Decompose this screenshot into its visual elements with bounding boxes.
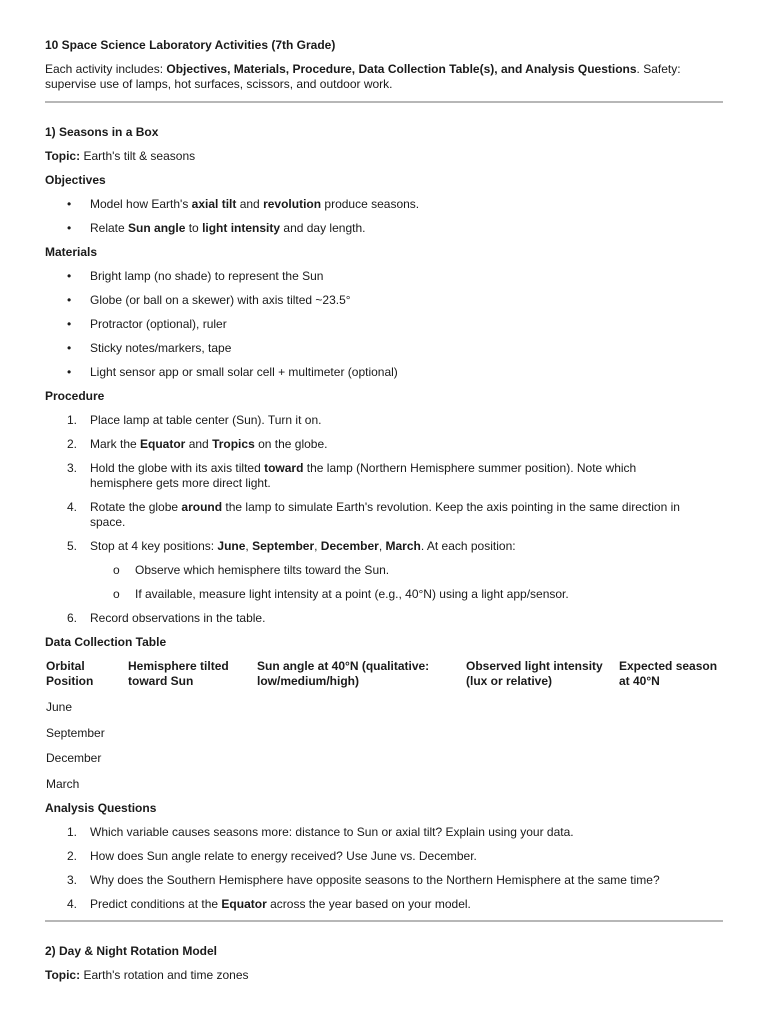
table-row: December	[46, 751, 102, 765]
table-header	[128, 659, 229, 689]
sub-bullet: o	[113, 563, 120, 577]
text: ,	[245, 539, 253, 553]
procedure-step-cont: hemisphere gets more direct light.	[90, 476, 271, 490]
text: Stop at 4 key positions:	[90, 539, 218, 553]
materials-heading: Materials	[45, 245, 98, 259]
procedure-step	[90, 437, 725, 452]
bullet: •	[67, 269, 72, 283]
bold-text: Sun angle	[128, 221, 186, 235]
text: and	[185, 437, 213, 451]
analysis-heading: Analysis Questions	[45, 801, 157, 815]
bold-text: Equator	[140, 437, 186, 451]
intro-prefix: Each activity includes:	[45, 62, 167, 76]
text: on the globe.	[254, 437, 328, 451]
analysis-question: Which variable causes seasons more: distance to Sun or axial tilt? Explain using your data.	[90, 825, 574, 839]
procedure-step	[90, 461, 725, 476]
bold-text: June	[217, 539, 246, 553]
procedure-substep: If available, measure light intensity at a point (e.g., 40°N) using a light app/sensor.	[135, 587, 569, 601]
objectives-heading: Objectives	[45, 173, 106, 187]
topic-label: Topic:	[45, 149, 81, 163]
material-item: Protractor (optional), ruler	[90, 317, 227, 331]
text: and day length.	[280, 221, 366, 235]
table-header	[46, 659, 93, 689]
text: and	[236, 197, 264, 211]
material-item: Globe (or ball on a skewer) with axis tilted ~23.5°	[90, 293, 351, 307]
table-heading: Data Collection Table	[45, 635, 167, 649]
bold-text: March	[385, 539, 421, 553]
procedure-step: Record observations in the table.	[90, 611, 266, 625]
procedure-heading: Procedure	[45, 389, 105, 403]
step-number: 3.	[67, 461, 78, 475]
bold-text: toward	[264, 461, 304, 475]
table-row: September	[46, 726, 105, 740]
bullet: •	[67, 341, 72, 355]
step-number: 6.	[67, 611, 78, 625]
objective-item	[90, 221, 725, 236]
step-number: 4.	[67, 500, 78, 514]
text: Relate	[90, 221, 129, 235]
text: ,	[378, 539, 386, 553]
header-line: (lux or relative)	[466, 674, 553, 688]
analysis-question: Why does the Southern Hemisphere have opposite seasons to the Northern Hemisphere at the same time?	[90, 873, 660, 887]
text: Model how Earth's	[90, 197, 192, 211]
header-line: Orbital	[46, 659, 85, 673]
analysis-question	[90, 897, 725, 912]
header-line: toward Sun	[128, 674, 194, 688]
text: Predict conditions at the	[90, 897, 222, 911]
procedure-substep: Observe which hemisphere tilts toward the Sun.	[135, 563, 390, 577]
material-item: Light sensor app or small solar cell + multimeter (optional)	[90, 365, 398, 379]
text: . At each position:	[420, 539, 516, 553]
header-line: Hemisphere tilted	[128, 659, 229, 673]
sub-bullet: o	[113, 587, 120, 601]
topic-line	[45, 968, 249, 983]
bold-text: Equator	[221, 897, 267, 911]
intro-line2: supervise use of lamps, hot surfaces, scissors, and outdoor work.	[45, 77, 393, 91]
question-number: 1.	[67, 825, 78, 839]
text: Hold the globe with its axis tilted	[90, 461, 265, 475]
header-line: at 40°N	[619, 674, 660, 688]
document-title: 10 Space Science Laboratory Activities (7th Grade)	[45, 38, 336, 52]
header-line: Expected season	[619, 659, 718, 673]
bold-text: September	[252, 539, 315, 553]
table-header	[619, 659, 717, 689]
bullet: •	[67, 293, 72, 307]
procedure-step	[90, 539, 725, 554]
intro-suffix: . Safety:	[636, 62, 681, 76]
text: Mark the	[90, 437, 141, 451]
topic-label: Topic:	[45, 968, 81, 982]
text: to	[185, 221, 203, 235]
text: the lamp (Northern Hemisphere summer position). Note which	[303, 461, 637, 475]
text: ,	[314, 539, 321, 553]
text: produce seasons.	[321, 197, 420, 211]
objective-item	[90, 197, 725, 212]
header-line: Observed light intensity	[466, 659, 603, 673]
analysis-question: How does Sun angle relate to energy received? Use June vs. December.	[90, 849, 477, 863]
bold-text: Tropics	[212, 437, 255, 451]
bullet: •	[67, 365, 72, 379]
header-line: Position	[46, 674, 94, 688]
bold-text: around	[181, 500, 223, 514]
material-item: Bright lamp (no shade) to represent the Sun	[90, 269, 324, 283]
step-number: 1.	[67, 413, 78, 427]
topic-value: Earth's tilt & seasons	[80, 149, 196, 163]
bullet: •	[67, 197, 72, 211]
table-row: March	[46, 777, 80, 791]
bold-text: light intensity	[202, 221, 281, 235]
procedure-step-cont: space.	[90, 515, 126, 529]
table-header	[466, 659, 603, 689]
text: the lamp to simulate Earth's revolution. Keep the axis pointing in the same direction in	[222, 500, 680, 514]
procedure-step	[90, 500, 725, 515]
topic-value: Earth's rotation and time zones	[80, 968, 249, 982]
table-row: June	[46, 700, 73, 714]
text: Rotate the globe	[90, 500, 182, 514]
bullet: •	[67, 317, 72, 331]
header-line: low/medium/high)	[257, 674, 359, 688]
step-number: 2.	[67, 437, 78, 451]
intro-bold: Objectives, Materials, Procedure, Data Collection Table(s), and Analysis Questions	[166, 62, 637, 76]
table-header	[257, 659, 429, 689]
bold-text: revolution	[263, 197, 322, 211]
topic-line	[45, 149, 195, 164]
bullet: •	[67, 221, 72, 235]
divider	[45, 101, 723, 103]
procedure-step: Place lamp at table center (Sun). Turn it on.	[90, 413, 322, 427]
bold-text: December	[320, 539, 379, 553]
activity-heading: 2) Day & Night Rotation Model	[45, 944, 217, 958]
step-number: 5.	[67, 539, 78, 553]
question-number: 4.	[67, 897, 78, 911]
header-line: Sun angle at 40°N (qualitative:	[257, 659, 430, 673]
activity-heading: 1) Seasons in a Box	[45, 125, 159, 139]
text: across the year based on your model.	[266, 897, 471, 911]
divider	[45, 920, 723, 922]
bold-text: axial tilt	[191, 197, 237, 211]
question-number: 3.	[67, 873, 78, 887]
material-item: Sticky notes/markers, tape	[90, 341, 232, 355]
intro-paragraph	[45, 62, 725, 77]
question-number: 2.	[67, 849, 78, 863]
